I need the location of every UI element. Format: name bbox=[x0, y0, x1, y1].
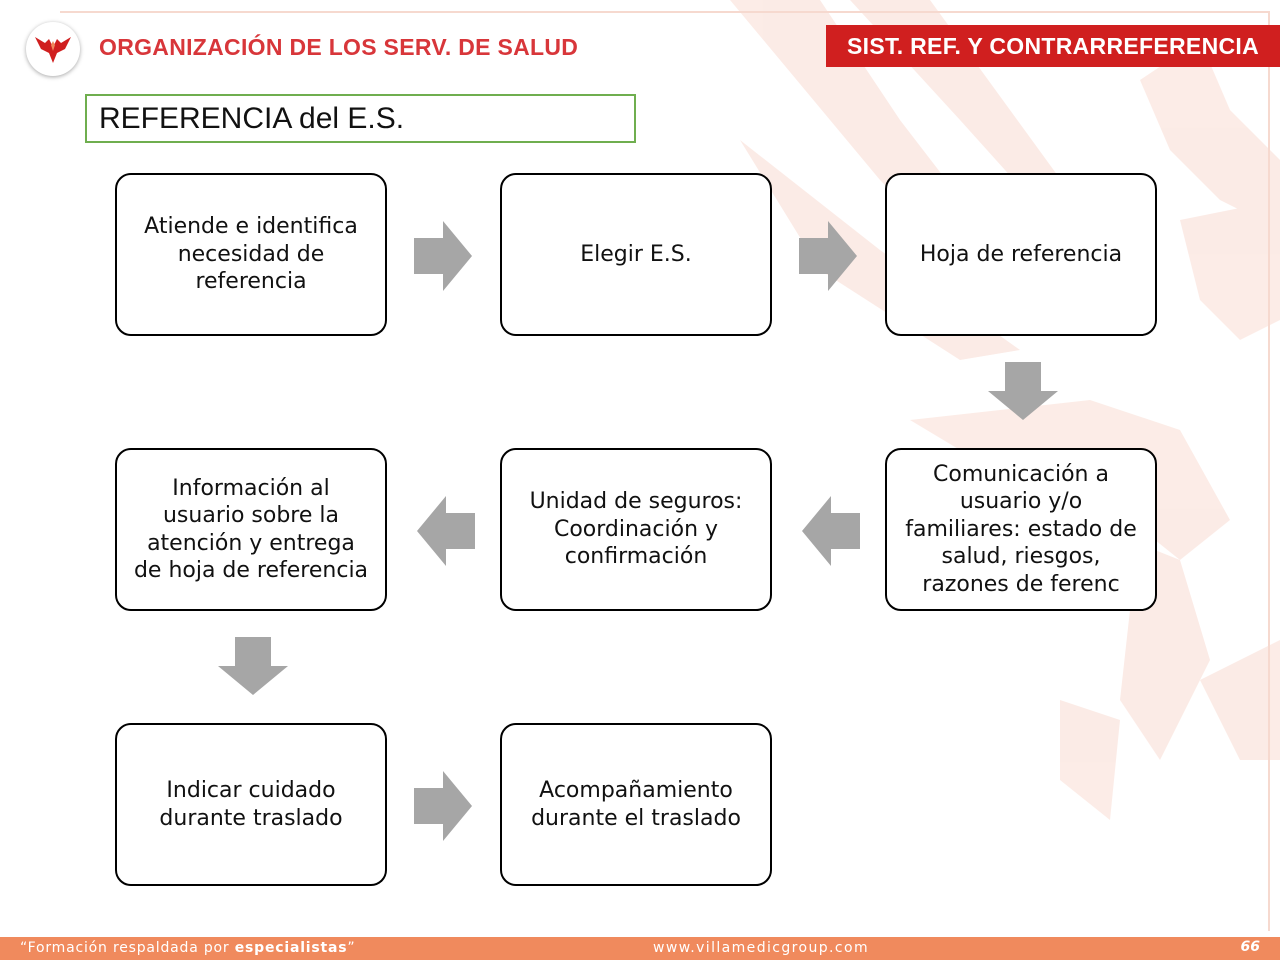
arrow-right-icon bbox=[414, 771, 472, 841]
arrow-right-icon bbox=[414, 221, 472, 291]
flow-step-informacion: Información al usuario sobre la atención y entrega de hoja de referencia bbox=[115, 448, 387, 611]
header-line-right bbox=[1268, 11, 1270, 931]
flow-step-atiende: Atiende e identifica necesidad de referencia bbox=[115, 173, 387, 336]
flow-step-hoja-referencia: Hoja de referencia bbox=[885, 173, 1157, 336]
arrow-down-icon bbox=[988, 362, 1058, 420]
flow-step-acompanamiento: Acompañamiento durante el traslado bbox=[500, 723, 772, 886]
header-line-top bbox=[60, 11, 1270, 13]
org-title: ORGANIZACIÓN DE LOS SERV. DE SALUD bbox=[99, 34, 579, 60]
footer-bar bbox=[0, 937, 1280, 960]
logo bbox=[26, 22, 80, 76]
footer-website-link[interactable]: www.villamedicgroup.com bbox=[653, 940, 869, 956]
arrow-left-icon bbox=[417, 496, 475, 566]
header-badge: SIST. REF. Y CONTRARREFERENCIA bbox=[826, 25, 1280, 67]
flow-step-elegir-es: Elegir E.S. bbox=[500, 173, 772, 336]
arrow-left-icon bbox=[802, 496, 860, 566]
footer-tagline: “Formación respaldada por especialistas” bbox=[20, 940, 356, 956]
flow-step-comunicacion: Comunicación a usuario y/o familiares: estado de salud, riesgos, razones de ferenc bbox=[885, 448, 1157, 611]
arrow-down-icon bbox=[218, 637, 288, 695]
flow-step-unidad-seguros: Unidad de seguros: Coordinación y confirmación bbox=[500, 448, 772, 611]
arrow-right-icon bbox=[799, 221, 857, 291]
flow-step-indicar-cuidado: Indicar cuidado durante traslado bbox=[115, 723, 387, 886]
page-number: 66 bbox=[1240, 939, 1260, 955]
section-title: REFERENCIA del E.S. bbox=[85, 94, 636, 143]
phoenix-logo-icon bbox=[33, 29, 73, 69]
